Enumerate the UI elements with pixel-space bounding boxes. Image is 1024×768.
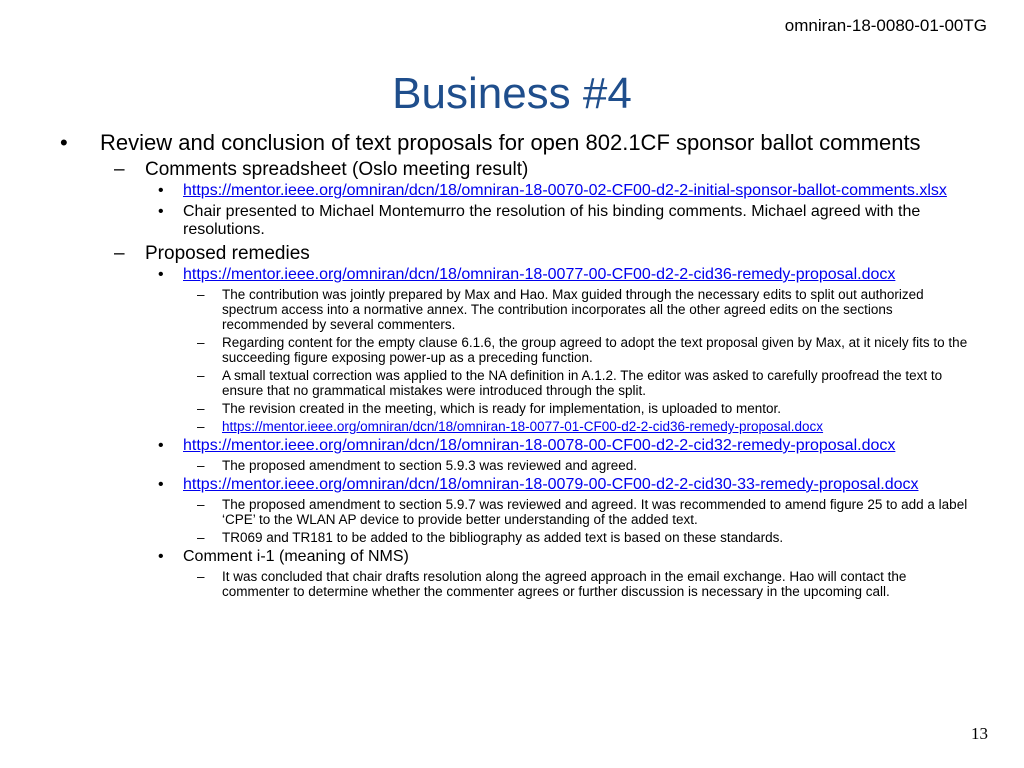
note-text: It was concluded that chair drafts resolution along the agreed approach in the email exchange. Hao will contact the commenter to determine whether the commenter agrees or further discussion is necessary in the upcoming call. (222, 569, 907, 599)
dash-marker: – (197, 530, 205, 545)
dash-marker: – (197, 569, 205, 584)
dash-marker: – (114, 243, 125, 264)
dash-marker: – (197, 368, 205, 383)
dash-marker: – (197, 497, 205, 512)
bullet-marker: • (158, 182, 164, 199)
list-item-text: Comment i-1 (meaning of NMS) (183, 548, 409, 565)
document-id: omniran-18-0080-01-00TG (784, 16, 987, 35)
list-item (60, 476, 970, 494)
note-text: Regarding content for the empty clause 6.1.6, the group agreed to adopt the text proposal given by Max, at it nicely fits to the succeeding figure exposing power-up as a preceding function. (222, 335, 968, 365)
note-item (60, 287, 970, 332)
cid32-proposal-link[interactable]: https://mentor.ieee.org/omniran/dcn/18/omniran-18-0078-00-CF00-d2-2-cid32-remedy-proposal.docx (183, 437, 896, 454)
note-text: The proposed amendment to section 5.9.3 was reviewed and agreed. (222, 458, 638, 473)
list-item (60, 182, 970, 200)
page-number: 13 (971, 724, 988, 743)
note-item (60, 401, 970, 416)
note-item (60, 419, 970, 434)
note-text: TR069 and TR181 to be added to the bibliography as added text is based on these standards. (222, 530, 784, 545)
cid30-33-proposal-link[interactable]: https://mentor.ieee.org/omniran/dcn/18/omniran-18-0079-00-CF00-d2-2-cid30-33-remedy-proposal.docx (183, 476, 919, 493)
cid36-revision-link[interactable]: https://mentor.ieee.org/omniran/dcn/18/omniran-18-0077-01-CF00-d2-2-cid36-remedy-proposal.docx (222, 419, 824, 434)
note-item (60, 368, 970, 398)
dash-marker: – (197, 287, 205, 302)
bullet-marker: • (158, 203, 164, 220)
sub-bullet-comments-spreadsheet (60, 159, 970, 180)
list-item (60, 548, 970, 566)
bullet-marker: • (158, 548, 164, 565)
note-text: The revision created in the meeting, which is ready for implementation, is uploaded to mentor. (222, 401, 782, 416)
dash-marker: – (197, 401, 205, 416)
dash-marker: – (197, 335, 205, 350)
note-text: The contribution was jointly prepared by Max and Hao. Max guided through the necessary edits to split out authorized spectrum access into a normative annex. The contribution incorporates all the other agreed edits on the sections recommended by several commenters. (222, 287, 924, 332)
list-item (60, 266, 970, 284)
bullet-review-proposals (60, 131, 970, 155)
bullet-marker: • (60, 130, 68, 155)
sub-bullet-text: Proposed remedies (145, 243, 310, 264)
spreadsheet-link[interactable]: https://mentor.ieee.org/omniran/dcn/18/omniran-18-0070-02-CF00-d2-2-initial-sponsor-ballot-comments.xlsx (183, 182, 947, 199)
bullet-marker: • (158, 476, 164, 493)
cid36-proposal-link[interactable]: https://mentor.ieee.org/omniran/dcn/18/omniran-18-0077-00-CF00-d2-2-cid36-remedy-proposal.docx (183, 266, 896, 283)
sub-bullet-text: Comments spreadsheet (Oslo meeting result) (145, 159, 529, 180)
note-item (60, 497, 970, 527)
bullet-text: Review and conclusion of text proposals for open 802.1CF sponsor ballot comments (100, 130, 921, 155)
list-item (60, 437, 970, 455)
dash-marker: – (197, 458, 205, 473)
note-item (60, 569, 970, 599)
note-text: The proposed amendment to section 5.9.7 was reviewed and agreed. It was recommended to amend figure 25 to add a label ‘CPE’ to the WLAN AP device to provide better understanding of the added text. (222, 497, 968, 527)
bullet-marker: • (158, 437, 164, 454)
list-item (60, 203, 970, 239)
slide-title: Business #4 (392, 69, 632, 118)
note-item (60, 530, 970, 545)
slide-body (60, 131, 970, 602)
list-item-text: Chair presented to Michael Montemurro the resolution of his binding comments. Michael agreed with the resolutions. (183, 203, 921, 238)
note-item (60, 458, 970, 473)
note-item (60, 335, 970, 365)
sub-bullet-proposed-remedies (60, 243, 970, 264)
bullet-marker: • (158, 266, 164, 283)
dash-marker: – (114, 159, 125, 180)
note-text: A small textual correction was applied to the NA definition in A.1.2. The editor was asked to carefully proofread the text to ensure that no grammatical mistakes were introduced through the split. (222, 368, 943, 398)
dash-marker: – (197, 419, 205, 434)
